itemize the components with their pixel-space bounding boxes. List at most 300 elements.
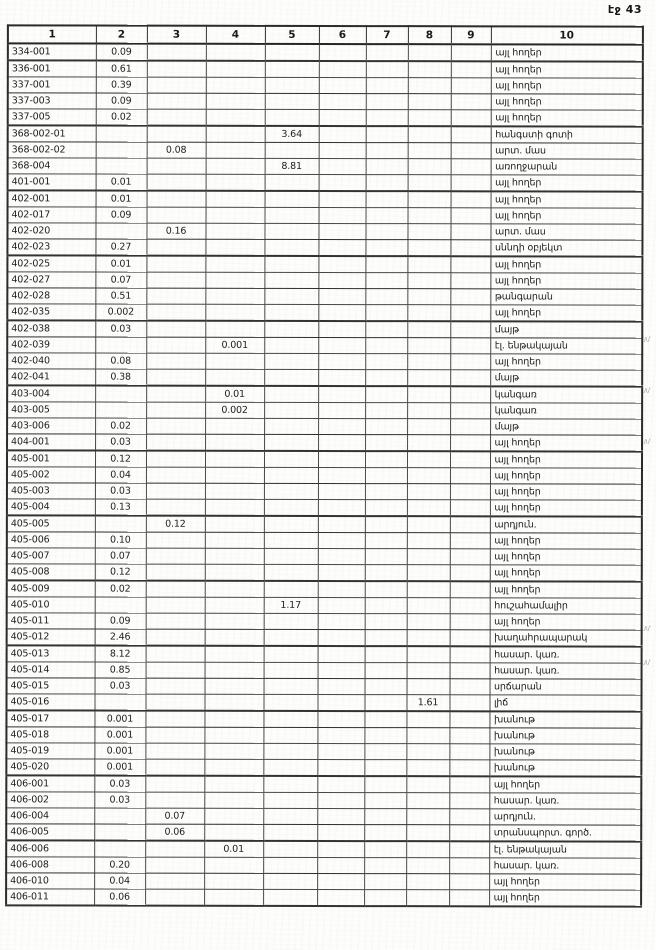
value-cell [318,223,365,239]
value-cell [366,110,408,127]
value-cell: 0.001 [94,711,145,728]
value-cell [264,629,318,646]
value-cell [449,825,489,842]
column-header: 3 [147,26,206,44]
value-cell [263,857,317,873]
code-cell: 406-010 [6,873,94,889]
value-cell: 0.001 [94,759,145,776]
land-use-cell: այլ հողեր [491,110,643,127]
value-cell [366,44,408,61]
value-cell [205,451,264,468]
value-cell [146,613,205,629]
code-cell: 401-001 [8,174,96,191]
value-cell [204,711,263,728]
table-row [7,467,642,484]
value-cell [365,549,407,565]
value-cell [407,354,450,370]
value-cell [407,646,450,663]
code-cell: 406-005 [6,824,94,841]
value-cell [318,467,365,483]
value-cell [406,728,449,744]
land-use-cell: հանգստի գոտի [491,126,643,143]
value-cell [263,808,317,824]
value-cell [265,191,319,208]
code-cell: 405-005 [7,515,95,532]
value-cell [406,809,449,825]
value-cell: 0.08 [95,353,146,369]
table-row [6,727,641,744]
value-cell [450,451,490,468]
value-cell [365,646,407,663]
value-cell [407,581,450,598]
value-cell [407,403,450,419]
value-cell [264,564,318,581]
code-cell: 404-001 [7,434,95,451]
value-cell [406,874,449,890]
land-use-cell: այլ հողեր [489,890,641,907]
value-cell [318,499,365,516]
value-cell [318,337,365,353]
code-cell: 406-001 [6,775,94,792]
value-cell [364,841,406,858]
value-cell [408,78,451,94]
value-cell: 0.01 [96,174,147,191]
value-cell [146,548,205,564]
value-cell [406,858,449,874]
land-use-cell: մայթ [490,370,642,387]
value-cell [206,142,265,158]
value-cell [450,321,490,338]
value-cell [264,272,318,288]
value-cell [205,597,264,613]
value-cell [318,353,365,369]
land-use-cell: այլ հողեր [491,94,643,110]
land-use-cell: լիճ [489,695,641,712]
value-cell: 8.12 [95,646,146,663]
value-cell: 0.12 [95,451,146,468]
table-row [7,255,642,273]
value-cell [450,305,490,322]
value-cell [147,93,206,109]
column-header: 6 [319,26,366,44]
value-cell [407,451,450,468]
value-cell [451,191,491,208]
value-cell [317,743,364,759]
value-cell [145,743,204,759]
value-cell [407,240,450,257]
value-cell [317,889,364,906]
table-row [7,548,642,565]
value-cell [365,484,407,500]
column-header: 1 [8,25,96,43]
value-cell [450,598,490,614]
land-use-cell: հասար. կառ. [490,646,642,663]
value-cell [145,857,204,873]
value-cell [450,240,490,257]
code-cell: 402-040 [7,353,95,369]
value-cell [365,533,407,549]
land-use-cell: հուշահամալիր [490,598,642,614]
value-cell [146,353,205,369]
value-cell: 0.09 [96,207,147,223]
value-cell [318,288,365,304]
value-cell [407,435,450,452]
code-cell: 405-002 [7,467,95,483]
value-cell [451,78,491,94]
value-cell [205,581,264,598]
table-row [8,125,643,143]
value-cell [319,109,366,126]
value-cell [449,858,489,874]
code-cell: 403-005 [7,402,95,418]
value-cell [451,126,491,143]
table-row [7,629,642,647]
value-cell: 0.06 [145,824,204,841]
value-cell [408,126,451,143]
value-cell [450,256,490,273]
value-cell [364,744,406,760]
value-cell [450,435,490,452]
value-cell [206,126,265,143]
value-cell [318,516,365,533]
table-row [7,239,642,257]
value-cell [365,403,407,419]
value-cell [264,369,318,386]
value-cell [407,533,450,549]
value-cell [364,825,406,842]
value-cell [146,629,205,646]
value-cell [94,694,145,711]
column-header: 7 [366,26,408,44]
code-cell: 405-010 [7,597,95,613]
table-row [7,385,642,403]
value-cell: 0.002 [95,304,146,321]
value-cell [264,499,318,516]
value-cell [264,288,318,304]
land-use-cell: արտ. մաս [490,224,642,240]
value-cell: 0.09 [95,613,146,629]
value-cell [264,353,318,369]
land-use-cell: արտ. մաս [491,143,643,159]
value-cell [145,711,204,728]
value-cell [407,516,450,533]
value-cell [365,240,407,257]
value-cell [451,175,491,192]
value-cell [263,873,317,889]
value-cell [146,646,205,663]
margin-pencil-mark: յմ [643,334,651,344]
code-cell: 402-039 [7,337,95,353]
value-cell [364,711,406,728]
value-cell [145,694,204,711]
value-cell: 0.03 [95,678,146,694]
value-cell [319,61,366,78]
value-cell [95,516,146,533]
value-cell: 0.12 [95,564,146,581]
value-cell [96,142,147,158]
value-cell: 0.07 [95,548,146,564]
table-row [7,613,642,630]
header-row [8,25,643,44]
value-cell [205,516,264,533]
value-cell [147,207,206,223]
value-cell [204,694,263,711]
code-cell: 336-001 [8,60,96,77]
value-cell [264,581,318,598]
value-cell [146,451,205,468]
value-cell [317,727,364,743]
value-cell [451,44,491,61]
table-row [7,402,642,419]
value-cell [204,857,263,873]
value-cell [264,386,318,403]
value-cell: 0.001 [205,337,264,353]
column-header: 10 [491,26,643,44]
table-row [7,532,642,549]
value-cell [364,874,406,890]
value-cell [365,386,407,403]
value-cell [365,663,407,679]
value-cell [366,143,408,159]
value-cell [365,516,407,533]
value-cell [263,743,317,759]
table-row [7,450,642,468]
column-header: 8 [408,26,451,44]
value-cell [204,776,263,793]
value-cell: 0.02 [95,581,146,598]
table-row [6,743,641,760]
value-cell [204,808,263,824]
value-cell: 0.01 [205,386,264,403]
value-cell [319,93,366,109]
land-use-cell: այլ հողեր [490,468,642,484]
value-cell [318,321,365,338]
value-cell [407,630,450,647]
value-cell [264,223,318,239]
code-cell: 405-003 [7,483,95,499]
value-cell [96,126,147,143]
code-cell: 403-004 [7,385,95,402]
value-cell [95,597,146,613]
value-cell [319,158,366,174]
value-cell [450,565,490,582]
value-cell [366,61,408,78]
value-cell [317,694,364,711]
value-cell: 0.01 [95,256,146,273]
table-row [6,873,641,890]
value-cell [365,338,407,354]
value-cell [366,78,408,94]
table-row [7,499,642,517]
value-cell [319,174,366,191]
table-row [7,564,642,582]
value-cell [263,776,317,793]
table-header [8,25,643,44]
code-cell: 406-004 [6,808,94,824]
value-cell [317,873,364,889]
value-cell [407,549,450,565]
value-cell [364,695,406,712]
value-cell [264,402,318,418]
value-cell [263,727,317,743]
value-cell [406,825,449,842]
table-row [7,662,642,679]
value-cell: 0.001 [94,727,145,743]
table-row [7,369,642,387]
value-cell: 0.02 [95,418,146,434]
value-cell [146,483,205,499]
value-cell [450,646,490,663]
value-cell [146,564,205,581]
land-use-cell: այլ հողեր [490,581,642,598]
value-cell [206,191,265,208]
value-cell [365,354,407,370]
land-use-cell: այլ հողեր [490,435,642,452]
land-use-cell: սրճարան [490,679,642,695]
value-cell [318,434,365,451]
land-use-cell: արդյուն. [489,809,641,825]
value-cell: 0.002 [205,402,264,418]
value-cell [406,744,449,760]
value-cell [145,841,204,858]
value-cell [450,679,490,695]
value-cell [205,629,264,646]
table-row [7,320,642,338]
value-cell [264,516,318,533]
land-use-cell: կանգառ [490,403,642,419]
value-cell [406,890,449,907]
table-row [7,272,642,289]
table-row [6,710,641,728]
value-cell [205,483,264,499]
value-cell: 0.01 [204,841,263,858]
value-cell [319,44,366,61]
margin-pencil-mark: յմ [643,385,651,395]
value-cell [205,678,264,694]
value-cell [408,143,451,159]
code-cell: 405-013 [7,645,95,662]
value-cell [365,500,407,517]
value-cell [146,321,205,338]
value-cell [449,809,489,825]
land-use-cell: այլ հողեր [490,305,642,322]
table-row [8,77,643,94]
value-cell: 0.85 [95,662,146,678]
land-use-cell: այլ հողեր [491,175,643,192]
code-cell: 368-002-01 [8,125,96,142]
land-use-cell: էլ. ենթակայան [489,841,641,858]
value-cell [205,418,264,434]
code-cell: 402-001 [8,190,96,207]
value-cell: 0.27 [95,239,146,256]
value-cell [265,93,319,109]
value-cell [451,159,491,175]
value-cell [317,841,364,858]
value-cell [147,191,206,208]
value-cell [406,776,449,793]
value-cell [366,208,408,224]
value-cell [364,760,406,777]
value-cell [204,743,263,759]
code-cell: 368-002-02 [8,142,96,158]
value-cell [318,564,365,581]
value-cell [450,354,490,370]
value-cell [317,792,364,808]
land-use-cell: սննդի օբյեկտ [490,240,642,257]
land-use-cell: այլ հողեր [491,191,643,208]
value-cell [146,581,205,598]
land-use-cell: տրանսպորտ. գործ. [489,825,641,842]
value-cell [264,662,318,678]
value-cell [450,289,490,305]
land-use-cell: այլ հողեր [490,273,642,289]
value-cell [146,272,205,288]
land-use-cell: կանգառ [490,386,642,403]
land-use-cell: թանգարան [490,289,642,305]
value-cell [94,808,145,824]
value-cell [265,77,319,93]
value-cell [146,467,205,483]
value-cell [264,239,318,256]
value-cell [263,841,317,858]
value-cell [145,727,204,743]
value-cell [146,678,205,694]
value-cell: 0.10 [95,532,146,548]
value-cell: 0.51 [95,288,146,304]
value-cell [146,499,205,516]
value-cell [205,499,264,516]
value-cell [145,889,204,906]
value-cell: 0.38 [95,369,146,386]
value-cell [318,662,365,678]
value-cell [317,808,364,824]
value-cell [204,727,263,743]
value-cell [206,174,265,191]
value-cell: 0.03 [95,483,146,499]
code-cell: 405-020 [6,759,94,776]
land-use-cell: մայթ [490,321,642,338]
value-cell [449,728,489,744]
value-cell [406,841,449,858]
land-use-cell: այլ հողեր [490,256,642,273]
value-cell [206,207,265,223]
table-row [7,288,642,305]
value-cell: 0.001 [94,743,145,759]
value-cell [407,224,450,240]
value-cell [205,434,264,451]
value-cell [318,451,365,468]
code-cell: 368-004 [8,158,96,174]
value-cell [264,646,318,663]
land-use-cell: այլ հողեր [489,874,641,890]
table-row [7,515,642,533]
page-number: էջ 43 [607,3,642,16]
column-header: 4 [206,26,265,44]
land-use-cell: այլ հողեր [491,78,643,94]
value-cell [146,434,205,451]
value-cell [318,613,365,629]
value-cell [205,321,264,338]
table-row [8,43,643,61]
value-cell [147,109,206,126]
code-cell: 402-020 [7,223,95,239]
value-cell [407,370,450,387]
land-use-cell: արդյուն. [490,516,642,533]
value-cell [264,678,318,694]
value-cell [205,564,264,581]
value-cell [366,94,408,110]
value-cell [205,369,264,386]
